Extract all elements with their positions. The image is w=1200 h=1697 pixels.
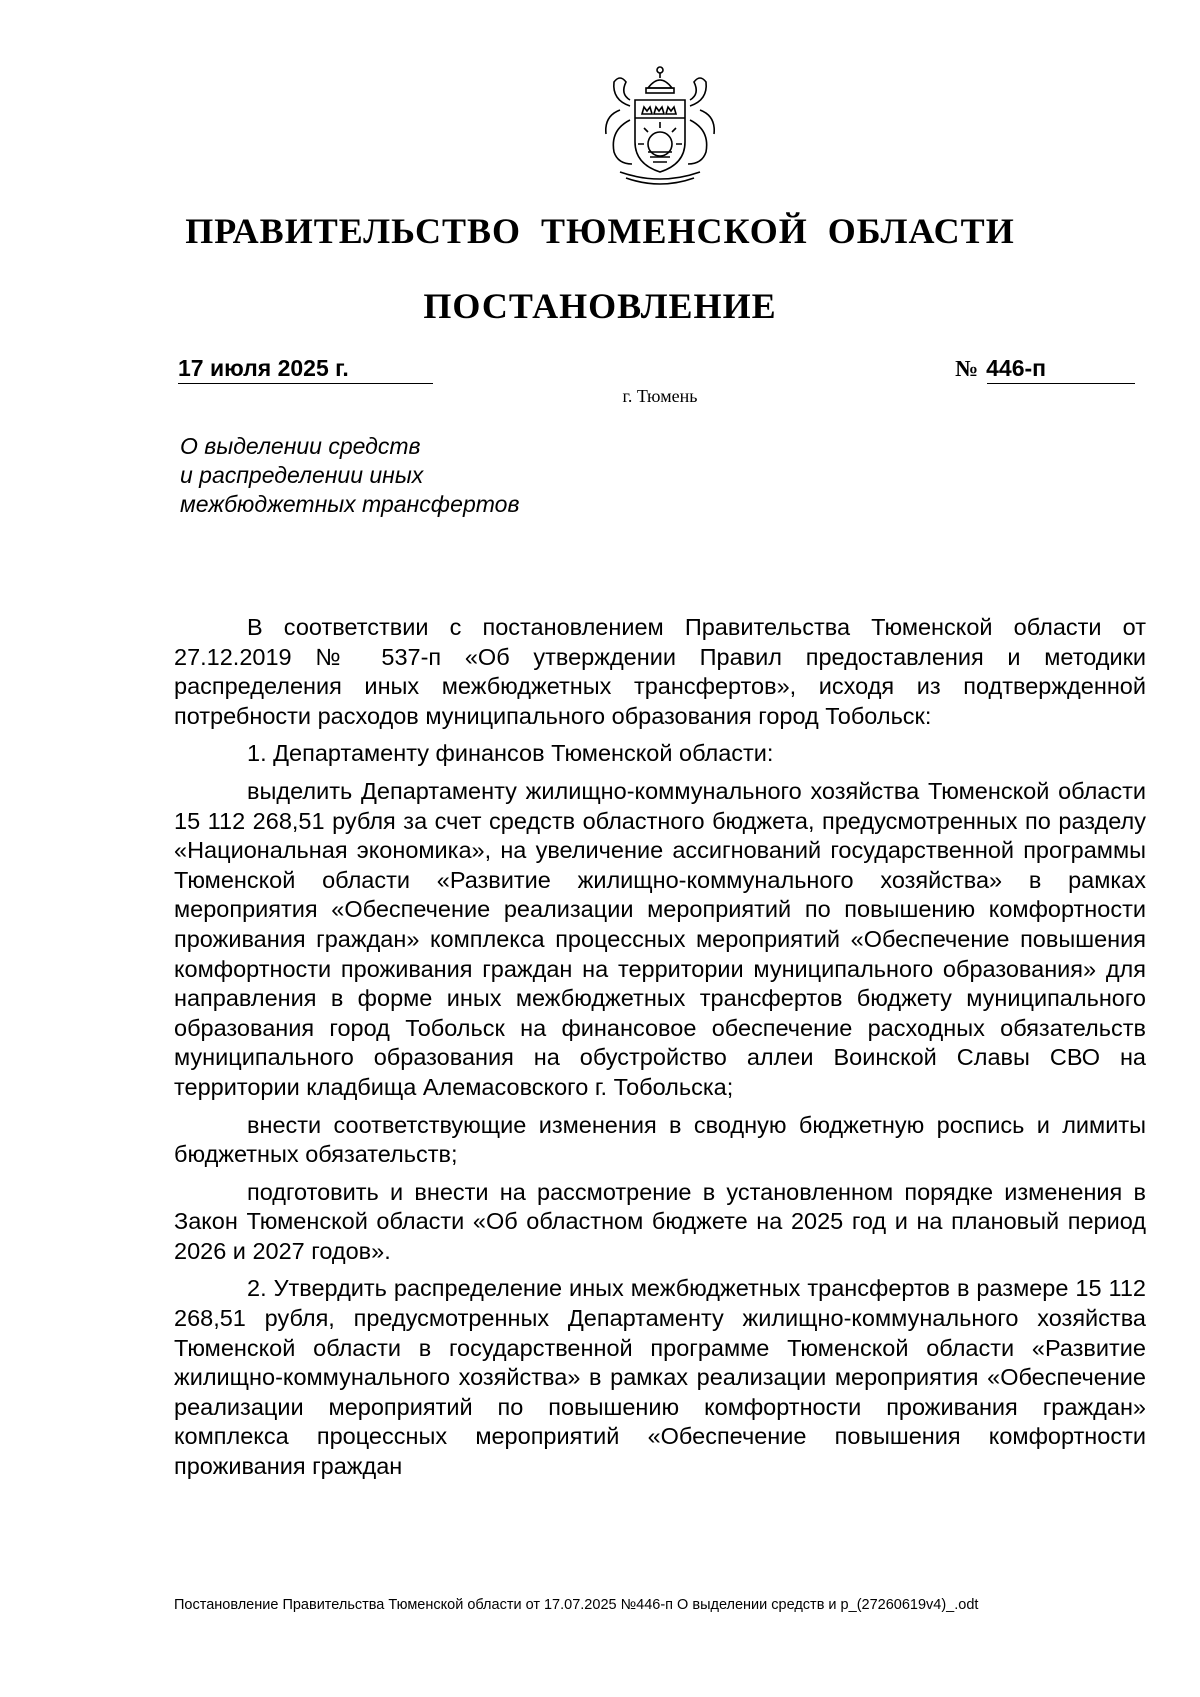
- document-body: [174, 613, 1146, 1490]
- coat-of-arms-icon: [590, 60, 730, 190]
- document-number: 446-п: [986, 355, 1047, 381]
- document-type-title: ПОСТАНОВЛЕНИЕ: [423, 286, 777, 326]
- subject-line: О выделении средств: [180, 433, 421, 459]
- body-paragraph: 2. Утвердить распределение иных межбюджетных трансфертов в размере 15 112 268,51 рубля, предусмотренных Департаменту жилищно-коммунального хозяйства Тюменской области в государственной программе Тюменской области «Развитие жилищно-коммунального хозяйства» в рамках реализации мероприятия «Обеспечение реализации мероприятий по повышению комфортности проживания граждан» комплекса процессных мероприятий «Обеспечение повышения комфортности проживания граждан: [174, 1275, 1146, 1480]
- body-paragraph: выделить Департаменту жилищно-коммунального хозяйства Тюменской области 15 112 268,51 рубля за счет средств областного бюджета, предусмотренных по разделу «Национальная экономика», на увеличение ассигнований государственной программы Тюменской области «Развитие жилищно-коммунального хозяйства» в рамках мероприятия «Обеспечение реализации мероприятий по повышению комфортности проживания граждан» комплекса процессных мероприятий «Обеспечение повышения комфортности проживания граждан на территории муниципального образования» для направления в форме иных межбюджетных трансфертов бюджету муниципального образования город Тобольск на финансовое обеспечение расходных обязательств муниципального образования на обустройство аллеи Воинской Славы СВО на территории кладбища Алемасовского г. Тобольска;: [174, 777, 1146, 1100]
- body-paragraph: В соответствии с постановлением Правительства Тюменской области от 27.12.2019 № 537-п «Об утверждении Правил предоставления и методики распределения иных межбюджетных трансфертов», исходя из подтвержденной потребности расходов муниципального образования город Тобольск:: [174, 614, 1146, 729]
- body-paragraph: 1. Департаменту финансов Тюменской области:: [247, 740, 774, 767]
- document-date: 17 июля 2025 г.: [178, 355, 349, 381]
- page-footer: Постановление Правительства Тюменской области от 17.07.2025 №446-п О выделении средств и р_(27260619v4)_.odt: [174, 1597, 979, 1613]
- body-paragraph: подготовить и внести на рассмотрение в установленном порядке изменения в Закон Тюменской области «Об областном бюджете на 2025 год и на плановый период 2026 и 2027 годов».: [174, 1178, 1146, 1264]
- document-date-field: [178, 355, 433, 382]
- number-underline: [987, 383, 1135, 384]
- document-subject: [180, 432, 519, 519]
- subject-line: межбюджетных трансфертов: [180, 491, 520, 517]
- city-label: г. Тюмень: [622, 386, 698, 406]
- subject-line: и распределении иных: [180, 462, 424, 488]
- government-title: ПРАВИТЕЛЬСТВО ТЮМЕНСКОЙ ОБЛАСТИ: [185, 211, 1015, 251]
- number-label: №: [955, 356, 979, 381]
- document-number-field: [955, 355, 1135, 382]
- body-paragraph: внести соответствующие изменения в сводную бюджетную роспись и лимиты бюджетных обязательств;: [174, 1111, 1146, 1168]
- date-underline: [178, 383, 433, 384]
